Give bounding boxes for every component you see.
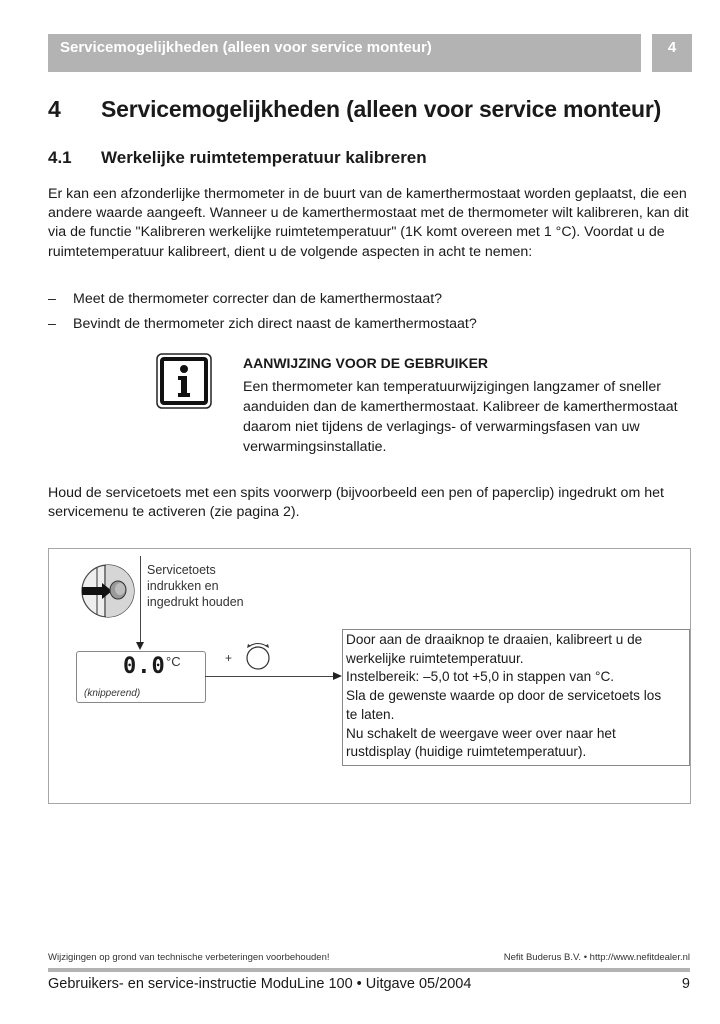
subsection-number: 4.1 <box>48 148 72 167</box>
display-blinking-note: (knipperend) <box>84 688 141 699</box>
press-instruction-label <box>147 562 244 610</box>
arrow-down-icon <box>136 642 144 650</box>
bullet-dash: – <box>48 316 56 332</box>
bullet-dash: – <box>48 291 56 307</box>
chapter-number: 4 <box>667 39 677 56</box>
bullet-text: Bevindt de thermometer zich direct naast de kamerthermostaat? <box>73 316 477 332</box>
result-line: werkelijke ruimtetemperatuur. <box>346 650 524 666</box>
instruction-paragraph: Houd de servicetoets met een spits voorwerp (bijvoorbeeld een pen of paperclip) ingedrukt om het servicemenu te activeren (zie pagina 2). <box>48 485 664 521</box>
info-icon <box>156 353 212 409</box>
footer-divider <box>48 968 690 972</box>
result-line: Instelbereik: –5,0 tot +5,0 in stappen van °C. <box>346 669 615 685</box>
press-label-line: ingedrukt houden <box>147 595 244 609</box>
section-title: Servicemogelijkheden (alleen voor service monteur) <box>101 96 662 122</box>
arrow-right-icon <box>333 672 342 680</box>
result-line: Door aan de draaiknop te draaien, kalibreert u de <box>346 632 643 647</box>
bullet-item <box>48 316 477 332</box>
bullet-item <box>48 291 442 307</box>
result-line: rustdisplay (huidige ruimtetemperatuur). <box>346 744 587 760</box>
rotary-knob-icon <box>243 639 273 671</box>
display-value: 0.0 <box>123 654 166 679</box>
press-label-line: indrukken en <box>147 579 219 593</box>
page-number: 9 <box>681 976 690 992</box>
service-button-press-icon <box>80 563 136 619</box>
intro-paragraph: Er kan een afzonderlijke thermometer in de buurt van de kamerthermostaat worden geplaatst, die een andere waarde aangeeft. Wanneer u de kamerthermostaat met de thermometer wilt kalibreren, kan dit via de functie "Kalibreren werkelijke ruimtetemperatuur" (1K komt overeen met 1 °C). Voordat u de ruimtetemperatuur kalibreert, dient u de volgende aspecten in acht te nemen: <box>48 186 689 260</box>
footer-disclaimer: Wijzigingen op grond van technische verbeteringen voorbehouden! <box>48 952 330 963</box>
result-description-box <box>342 629 690 766</box>
result-line: Nu schakelt de weergave weer over naar het <box>346 725 616 741</box>
flow-line-down <box>140 556 141 644</box>
running-header-title: Servicemogelijkheden (alleen voor service monteur) <box>60 39 432 56</box>
flow-line-right <box>205 676 335 677</box>
note-title: AANWIJZING VOOR DE GEBRUIKER <box>243 355 489 371</box>
footer-document-title: Gebruikers- en service-instructie ModuLine 100 • Uitgave 05/2004 <box>48 976 472 992</box>
note-body: Een thermometer kan temperatuurwijzigingen langzamer of sneller aanduiden dan de kamerthermostaat. Kalibreer de kamerthermostaat daarom niet tijdens de verlagings- of verwarmingsfasen van uw verwarmingsinstallatie. <box>243 379 678 455</box>
press-label-line: Servicetoets <box>147 563 216 577</box>
display-unit: °C <box>166 654 181 669</box>
section-number: 4 <box>48 96 61 122</box>
result-line: Sla de gewenste waarde op door de servicetoets los <box>346 688 662 704</box>
footer-company: Nefit Buderus B.V. • http://www.nefitdealer.nl <box>503 952 690 963</box>
result-line: te laten. <box>346 706 395 722</box>
plus-sign: + <box>225 651 233 665</box>
bullet-text: Meet de thermometer correcter dan de kamerthermostaat? <box>73 291 443 307</box>
subsection-title: Werkelijke ruimtetemperatuur kalibreren <box>101 148 427 167</box>
